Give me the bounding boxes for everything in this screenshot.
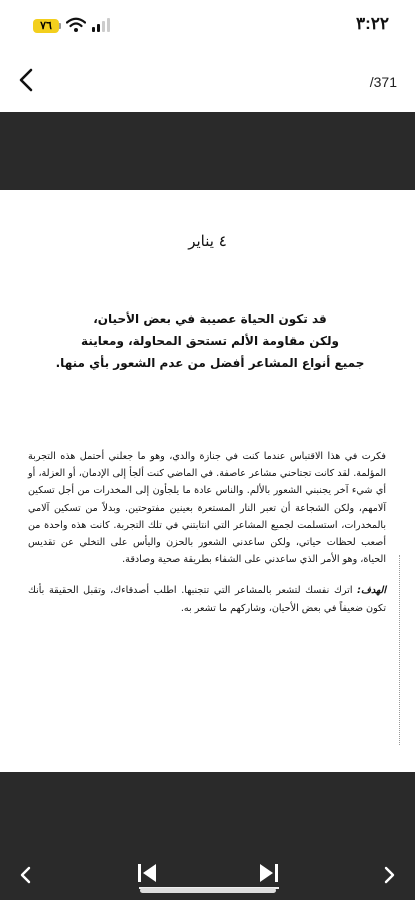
- signal-icon: [92, 18, 112, 32]
- book-page: [0, 190, 415, 772]
- status-time: ٣:٢٢: [355, 14, 389, 33]
- status-bar: [0, 0, 415, 52]
- first-page-button[interactable]: [135, 860, 159, 886]
- prev-page-button[interactable]: [16, 864, 36, 886]
- last-page-button[interactable]: [257, 860, 281, 886]
- page-date: ٤ يناير: [188, 232, 227, 250]
- quote-line: جميع أنواع المشاعر أفضل من عدم الشعور بأي منها.: [55, 356, 365, 370]
- home-indicator: [140, 888, 276, 893]
- daily-quote: [55, 308, 365, 374]
- quote-line: ولكن مقاومة الألم تستحق المحاولة، ومعاينة: [81, 334, 339, 348]
- action-label: الهدف:: [357, 585, 386, 597]
- page-count: /371: [369, 74, 397, 90]
- action-paragraph: [28, 582, 386, 616]
- action-text: اترك نفسك لتشعر بالمشاعر التي تتجنبها. اطلب أصدقاءك، وتقبل الحقيقة بأنك تكون ضعيفاً في بعض الأحيان، وشاركهم ما تشعر به.: [28, 585, 386, 614]
- next-page-button[interactable]: [379, 864, 399, 886]
- battery-tip: [59, 23, 61, 29]
- page-edge-mark: [398, 555, 400, 745]
- page-body: [28, 448, 386, 617]
- back-button[interactable]: [12, 64, 42, 96]
- battery-level: ٧٦: [40, 20, 52, 32]
- reader-top-band: [0, 112, 415, 190]
- battery-icon: [33, 19, 59, 33]
- body-paragraph: فكرت في هذا الاقتباس عندما كنت في جنازة والدي، وهو ما جعلني أحتمل هذه التجربة المؤلمة. لقد كانت تجتاحني مشاعر عاصفة. في الماضي كنت ألجأ إلى الإدمان، أو العزلة، أو أي شيء آخر يجنبني الشعور بالألم. والناس عادة ما يلجأون إلى المخدرات من أجل تسكين آلامهم، ولكن الشجاعة أن تعبر النار المستعرة بعينين مفتوحتين. وبدلاً من تسكين آلامي بالمخدرات، استسلمت لجميع المشاعر التي انتابتني في تلك التجربة. كانت هذه واحدة من أصعب لحظات حياتي، ولكن ساعدني الشعور بالحزن واليأس على التخلي عن تقديس الحياة، وهو الأمر الذي ساعدني على الشفاء بطريقة صحية وصادقة.: [28, 451, 386, 566]
- wifi-icon: [66, 17, 86, 33]
- app-header: [0, 52, 415, 110]
- quote-line: قد تكون الحياة عصيبة في بعض الأحيان،: [93, 312, 327, 326]
